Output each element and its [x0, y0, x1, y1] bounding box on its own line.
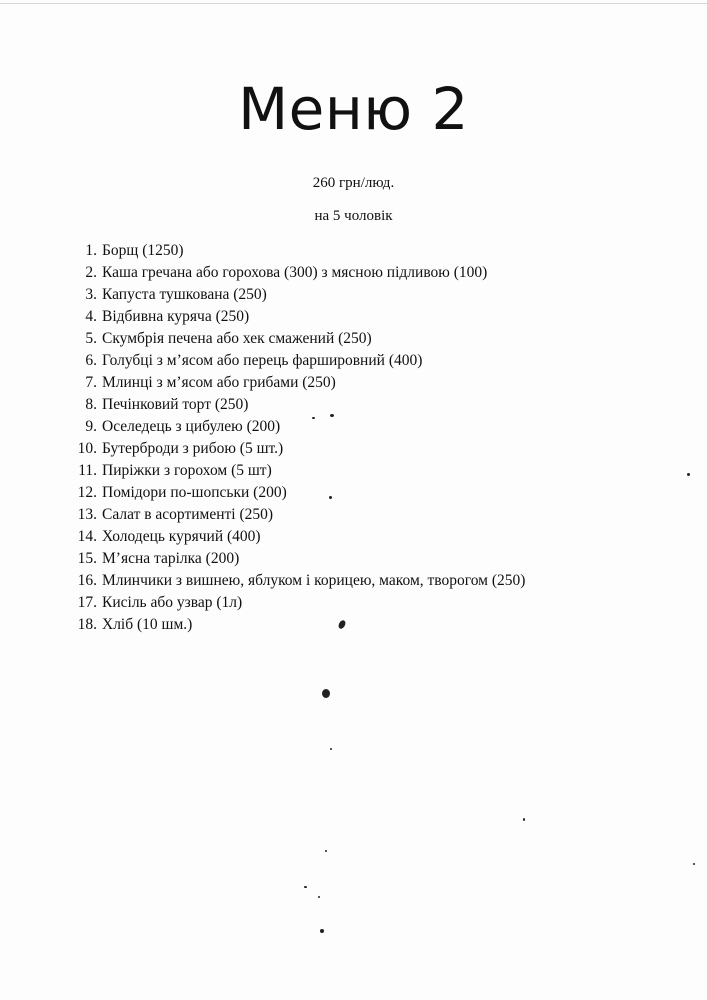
list-item [0, 328, 707, 350]
item-text: Кисіль або узвар (1л) [102, 594, 243, 611]
list-item [0, 306, 707, 328]
item-text: Холодець курячий (400) [102, 528, 261, 545]
list-item [0, 240, 707, 262]
scan-speck [320, 929, 324, 933]
scan-speck [330, 414, 334, 417]
item-text: Млинці з м’ясом або грибами (250) [102, 374, 336, 391]
scan-speck [312, 417, 315, 419]
list-item [0, 438, 707, 460]
item-text: М’ясна тарілка (200) [102, 550, 240, 567]
item-number: 2. [85, 264, 97, 281]
item-number: 12. [77, 484, 97, 501]
scan-speck [304, 886, 307, 888]
scan-edge-line [0, 3, 707, 4]
item-number: 18. [77, 616, 97, 633]
list-item [0, 394, 707, 416]
item-number: 3. [85, 286, 97, 303]
scan-speck [330, 748, 332, 750]
list-item [0, 592, 707, 614]
item-number: 11. [78, 462, 97, 479]
item-text: Хліб (10 шм.) [102, 616, 193, 633]
item-number: 1. [85, 242, 97, 259]
item-number: 10. [77, 440, 97, 457]
list-item [0, 262, 707, 284]
list-item [0, 284, 707, 306]
item-text: Печінковий торт (250) [102, 396, 249, 413]
item-text: Борщ (1250) [102, 242, 184, 259]
item-text: Бутерброди з рибою (5 шт.) [102, 440, 284, 457]
price-per-person: 260 грн/люд. [312, 175, 395, 191]
item-number: 9. [85, 418, 97, 435]
item-text: Каша гречана або горохова (300) з мясною підливою (100) [102, 264, 488, 281]
item-text: Млинчики з вишнею, яблуком і корицею, маком, творогом (250) [102, 572, 526, 589]
list-item [0, 504, 707, 526]
list-item [0, 416, 707, 438]
persons-count: на 5 чоловік [314, 208, 393, 224]
item-number: 4. [85, 308, 97, 325]
scan-speck [322, 689, 330, 698]
menu-list [0, 240, 707, 636]
list-item [0, 350, 707, 372]
list-item [0, 570, 707, 592]
item-number: 7. [85, 374, 97, 391]
list-item [0, 372, 707, 394]
item-text: Помідори по-шопськи (200) [102, 484, 287, 501]
scan-speck [325, 850, 327, 852]
scan-speck [687, 473, 690, 476]
scan-speck [318, 896, 320, 898]
item-number: 14. [77, 528, 97, 545]
scan-speck [523, 818, 525, 821]
list-item [0, 460, 707, 482]
item-number: 5. [85, 330, 97, 347]
item-number: 6. [85, 352, 97, 369]
item-text: Відбивна куряча (250) [102, 308, 250, 325]
item-number: 13. [77, 506, 97, 523]
item-number: 17. [77, 594, 97, 611]
item-number: 16. [77, 572, 97, 589]
list-item [0, 548, 707, 570]
item-text: Голубці з м’ясом або перець фаршировний (400) [102, 352, 423, 369]
item-number: 8. [85, 396, 97, 413]
page-title: Меню 2 [238, 75, 469, 143]
list-item [0, 482, 707, 504]
item-number: 15. [77, 550, 97, 567]
item-text: Пиріжки з горохом (5 шт) [102, 462, 272, 479]
item-text: Салат в асортименті (250) [102, 506, 274, 523]
item-text: Скумбрія печена або хек смажений (250) [102, 330, 372, 347]
scan-speck [329, 496, 332, 499]
item-text: Оселедець з цибулею (200) [102, 418, 281, 435]
list-item [0, 526, 707, 548]
item-text: Капуста тушкована (250) [102, 286, 267, 303]
list-item [0, 614, 707, 636]
scan-speck [693, 863, 695, 865]
